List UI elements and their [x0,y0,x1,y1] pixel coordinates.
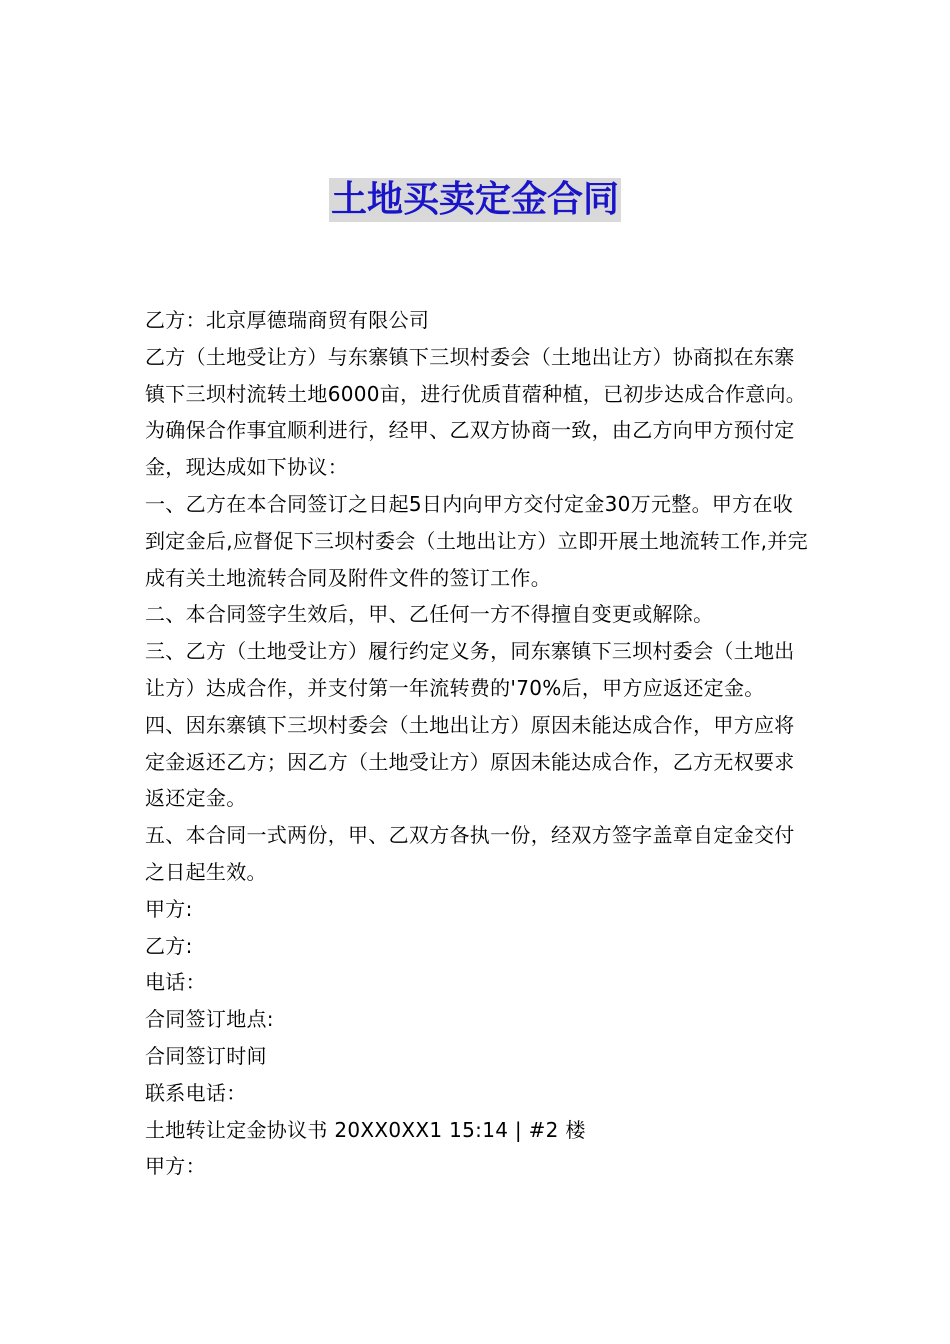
party-a-signature-line: 甲方: [145,896,193,921]
intro-paragraph: 乙方（土地受让方）与东寨镇下三坝村委会（土地出让方）协商拟在东寨镇下三坝村流转土地6000亩，进行优质苜蓿种植，已初步达成合作意向。为确保合作事宜顺利进行，经甲、乙双方协商一致，由乙方向甲方预付定金，现达成如下协议： [145,344,807,480]
contact-phone-line: 联系电话： [145,1080,247,1105]
phone-line: 电话： [145,970,206,995]
clause-1: 一、乙方在本合同签订之日起5日内向甲方交付定金30万元整。甲方在收到定金后,应督促下三坝村委会（土地出让方）立即开展土地流转工作,并完成有关土地流转合同及附件文件的签订工作。 [145,491,808,590]
clause-4: 四、因东寨镇下三坝村委会（土地出让方）原因未能达成合作，甲方应将定金返还乙方；因乙方（土地受让方）原因未能达成合作，乙方无权要求返还定金。 [145,712,795,811]
party-b-signature-line: 乙方: [145,933,193,958]
signing-time-line: 合同签订时间 [145,1043,267,1068]
document-body [145,302,810,1185]
signing-location-line: 合同签订地点: [145,1007,274,1032]
second-agreement-heading: 土地转让定金协议书 20XX0XX1 15:14 | #2 楼 [145,1117,586,1142]
title-container [0,178,950,222]
clause-3: 三、乙方（土地受让方）履行约定义务，同东寨镇下三坝村委会（土地出让方）达成合作，并支付第一年流转费的'70%后，甲方应返还定金。 [145,639,795,700]
clause-2: 二、本合同签字生效后，甲、乙任何一方不得擅自变更或解除。 [145,602,714,627]
second-party-a-line: 甲方： [145,1154,206,1179]
document-title: 土地买卖定金合同 [330,179,619,220]
party-b-line: 乙方：北京厚德瑞商贸有限公司 [145,308,430,332]
clause-5: 五、本合同一式两份，甲、乙双方各执一份，经双方签字盖章自定金交付之日起生效。 [145,823,795,884]
